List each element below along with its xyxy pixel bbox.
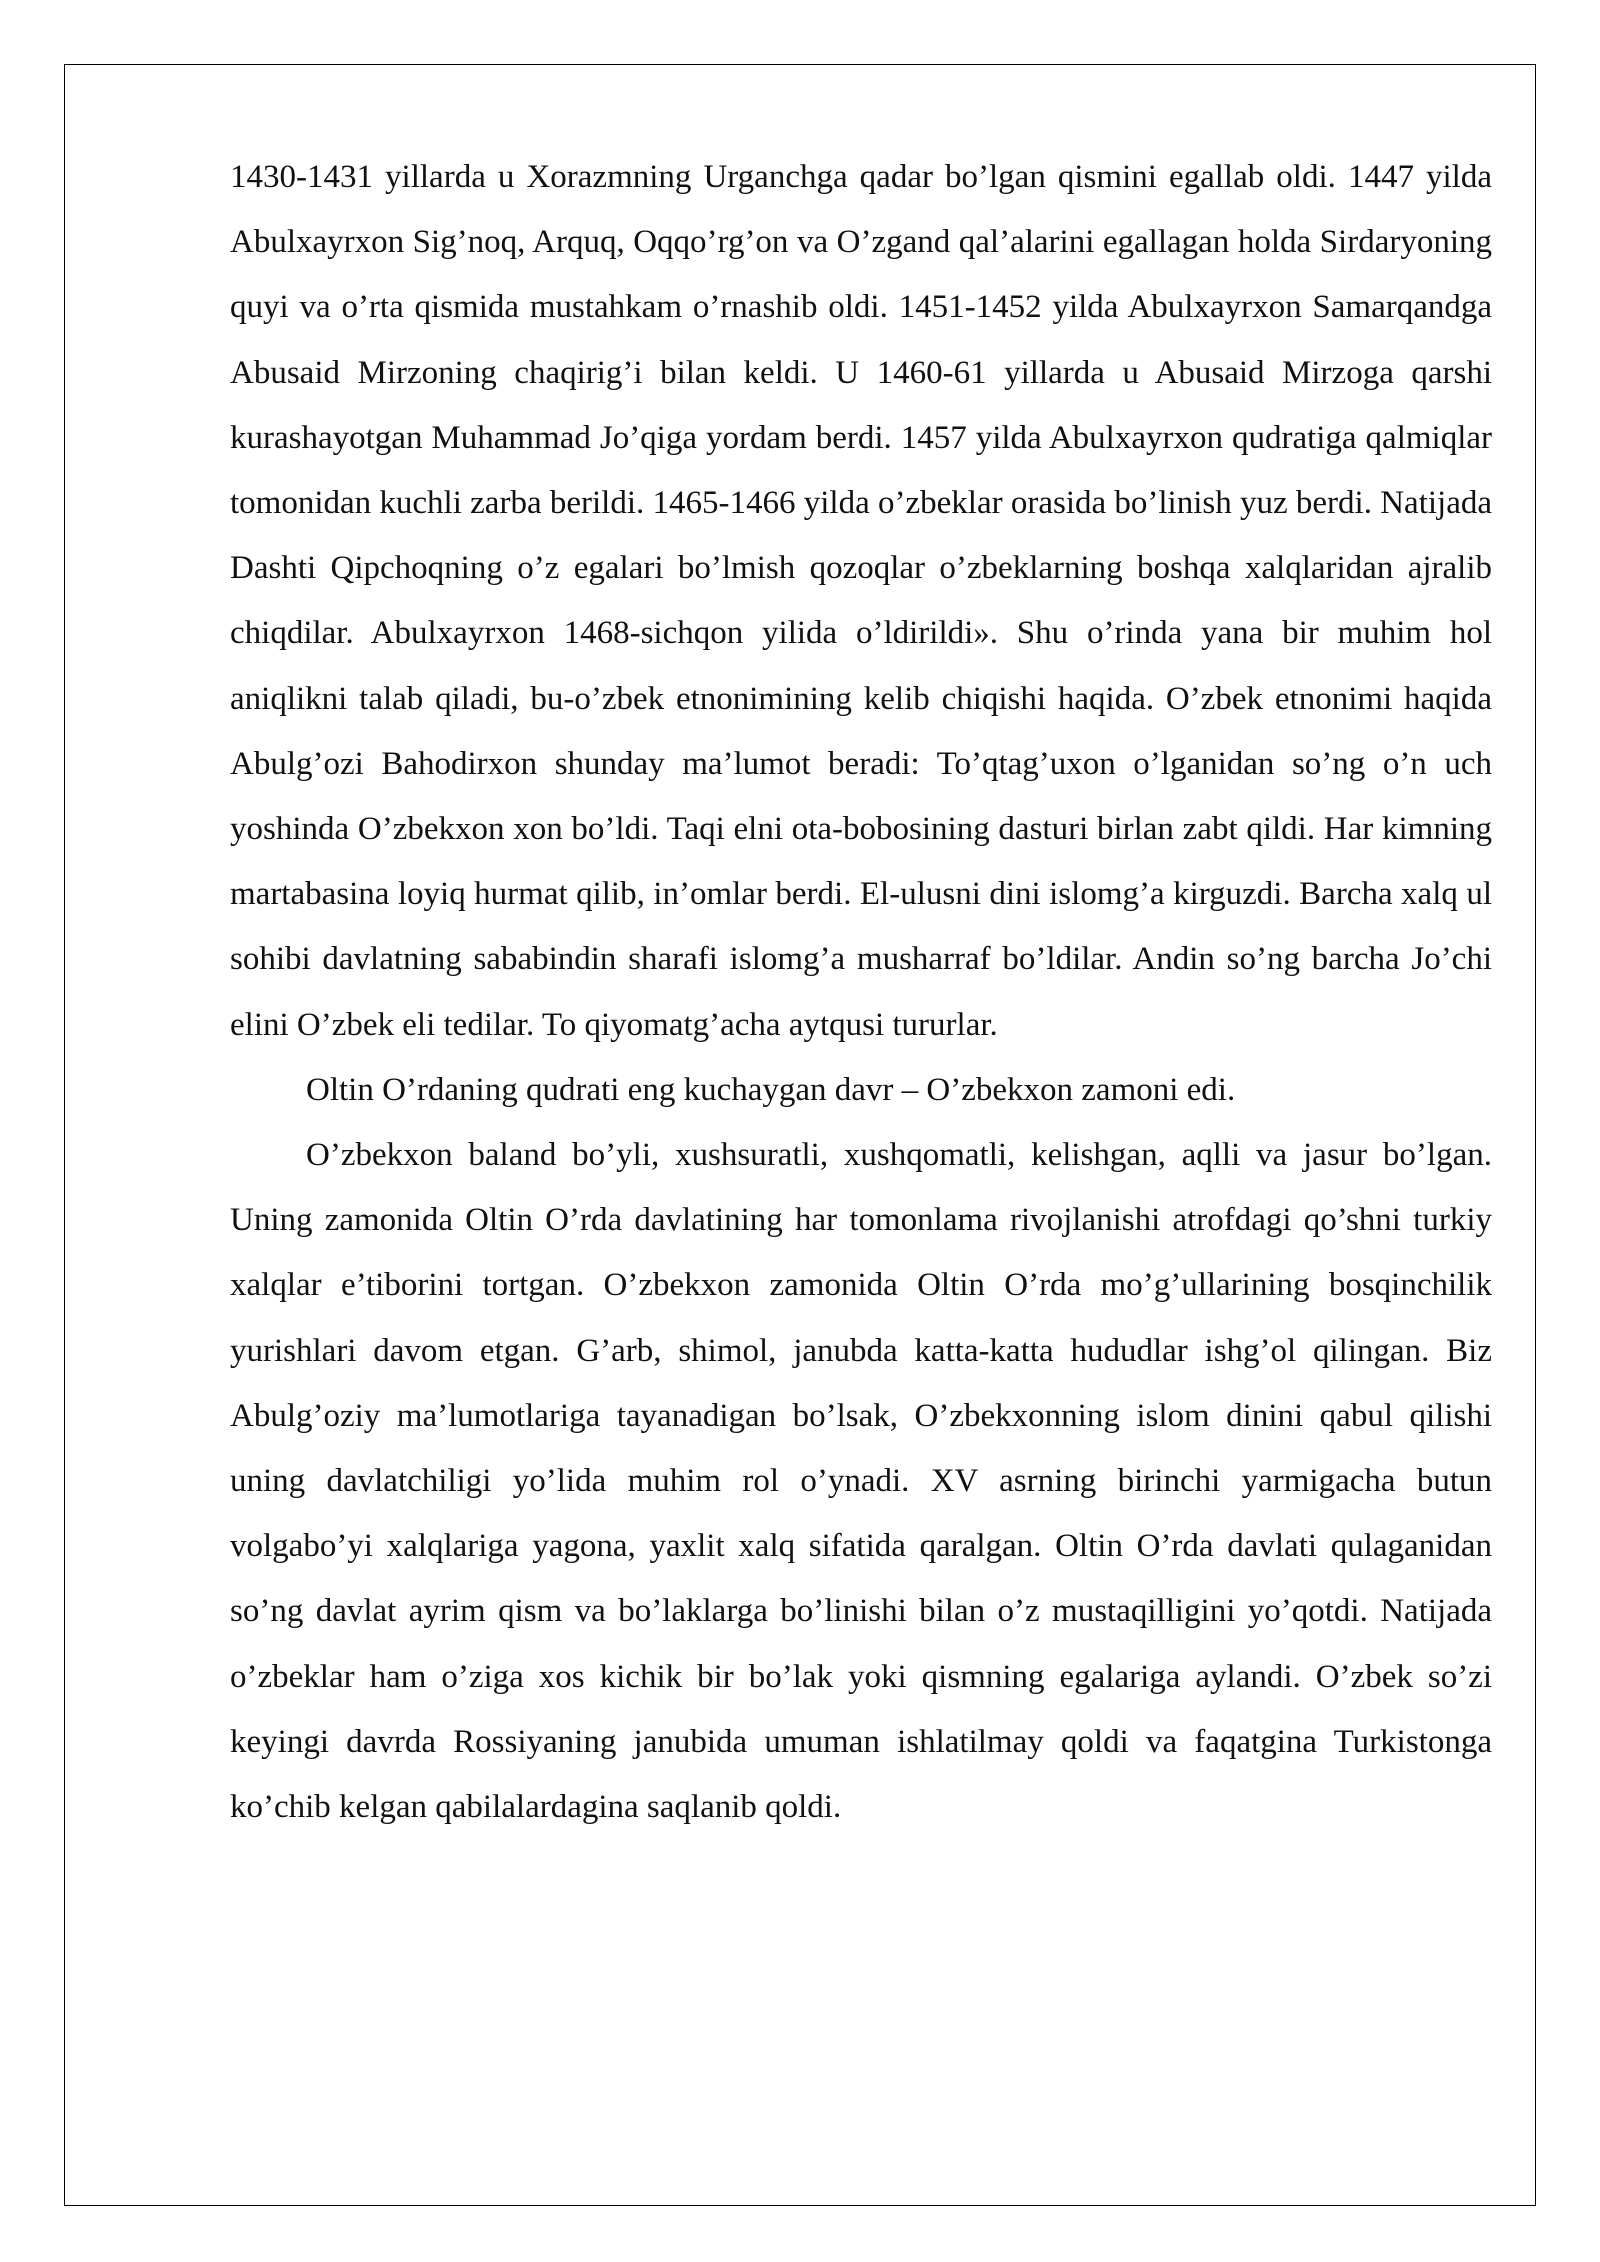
paragraph-3: O’zbekxon baland bo’yli, xushsuratli, xushqomatli, kelishgan, aqlli va jasur bo’lgan. Uning zamonida Oltin O’rda davlatining har tomonlama rivojlanishi atrofdagi qo’shni turkiy xalqlar e’tiborini tortgan. O’zbekxon zamonida Oltin O’rda mo’g’ullarining bosqinchilik yurishlari davom etgan. G’arb, shimol, janubda katta-katta hududlar ishg’ol qilingan. Biz Abulg’oziy ma’lumotlariga tayanadigan bo’lsak, O’zbekxonning islom dinini qabul qilishi uning davlatchiligi yo’lida muhim rol o’ynadi. XV asrning birinchi yarmigacha butun volgabo’yi xalqlariga yagona, yaxlit xalq sifatida qaralgan. Oltin O’rda davlati qulaganidan so’ng davlat ayrim qism va bo’laklarga bo’linishi bilan o’z mustaqilligini yo’qotdi. Natijada o’zbeklar ham o’ziga xos kichik bir bo’lak yoki qismning egalariga aylandi. O’zbek so’zi keyingi davrda Rossiyaning janubida umuman ishlatilmay qoldi va faqatgina Turkistonga ko’chib kelgan qabilalardagina saqlanib qoldi.	[230, 1137, 1492, 1826]
paragraph-1: 1430-1431 yillarda u Xorazmning Urganchga qadar bo’lgan qismini egallab oldi. 1447 yilda Abulxayrxon Sig’noq, Arquq, Oqqo’rg’on va O’zgand qal’alarini egallagan holda Sirdaryoning quyi va o’rta qismida mustahkam o’rnashib oldi. 1451-1452 yilda Abulxayrxon Samarqandga Abusaid Mirzoning chaqirig’i bilan keldi. U 1460-61 yillarda u Abusaid Mirzoga qarshi kurashayotgan Muhammad Jo’qiga yordam berdi. 1457 yilda Abulxayrxon qudratiga qalmiqlar tomonidan kuchli zarba berildi. 1465-1466 yilda o’zbeklar orasida bo’linish yuz berdi. Natijada Dashti Qipchoqning o’z egalari bo’lmish qozoqlar o’zbeklarning boshqa xalqlaridan ajralib chiqdilar. Abulxayrxon 1468-sichqon yilida o’ldirildi». Shu o’rinda yana bir muhim hol aniqlikni talab qiladi, bu-o’zbek etnonimining kelib chiqishi haqida. O’zbek etnonimi haqida Abulg’ozi Bahodirxon shunday ma’lumot beradi: To’qtag’uxon o’lganidan so’ng o’n uch yoshinda O’zbekxon xon bo’ldi. Taqi elni ota-bobosining dasturi birlan zabt qildi. Har kimning martabasina loyiq hurmat qilib, in’omlar berdi. El-ulusni dini islomg’a kirguzdi. Barcha xalq ul sohibi davlatning sababindin sharafi islomg’a musharraf bo’ldilar. Andin so’ng barcha Jo’chi elini O’zbek eli tedilar. To qiyomatg’acha aytqusi tururlar.	[230, 159, 1492, 1043]
paragraph-2: Oltin O’rdaning qudrati eng kuchaygan davr – O’zbekxon zamoni edi.	[306, 1071, 1236, 1108]
document-body	[230, 145, 1492, 1840]
